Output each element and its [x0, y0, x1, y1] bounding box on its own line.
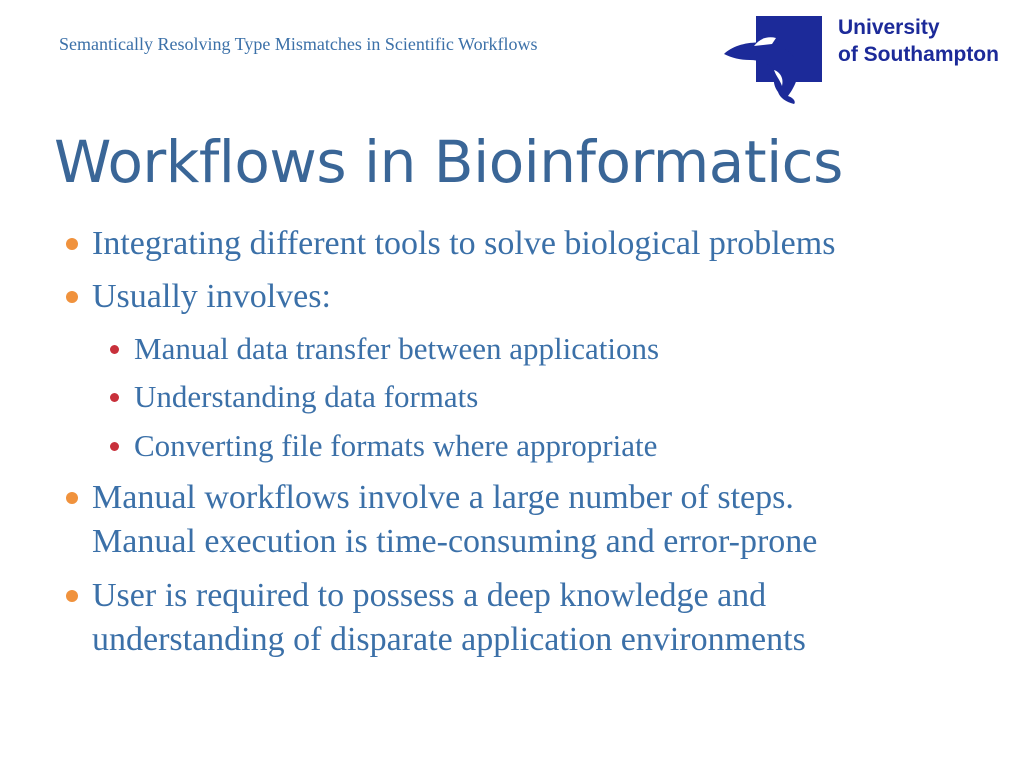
bullet-dot: [66, 492, 78, 504]
university-name-line2: of Southampton: [838, 43, 999, 66]
list-item-text: Integrating different tools to solve biological problems: [92, 225, 836, 262]
university-name-line1: University: [838, 16, 940, 39]
list-item-text: Usually involves:: [92, 278, 331, 315]
list-item: [92, 275, 331, 319]
dolphin-icon: [724, 16, 822, 104]
slide-title: Workflows in Bioinformatics: [54, 128, 843, 196]
list-item-text: understanding of disparate application environments: [92, 621, 806, 658]
university-name: [838, 14, 999, 68]
list-item: [92, 222, 835, 266]
bullet-dot: [66, 238, 78, 250]
sub-bullet-dot: [110, 345, 119, 354]
list-item-text: User is required to possess a deep knowledge and: [92, 577, 767, 614]
list-item-text: Manual data transfer between applications: [134, 331, 660, 366]
list-item-text: Converting file formats where appropriate: [134, 428, 658, 463]
running-title: Semantically Resolving Type Mismatches in Scientific Workflows: [59, 34, 538, 54]
list-item: [134, 329, 659, 369]
list-item: [92, 476, 817, 564]
list-item: [134, 377, 478, 417]
list-item: [134, 426, 657, 466]
list-item-text: Manual execution is time-consuming and error-prone: [92, 523, 818, 560]
list-item-text: Understanding data formats: [134, 379, 479, 414]
list-item-text: Manual workflows involve a large number of steps.: [92, 479, 794, 516]
bullet-dot: [66, 590, 78, 602]
sub-bullet-dot: [110, 393, 119, 402]
list-item: [92, 574, 806, 662]
sub-bullet-dot: [110, 442, 119, 451]
bullet-dot: [66, 291, 78, 303]
